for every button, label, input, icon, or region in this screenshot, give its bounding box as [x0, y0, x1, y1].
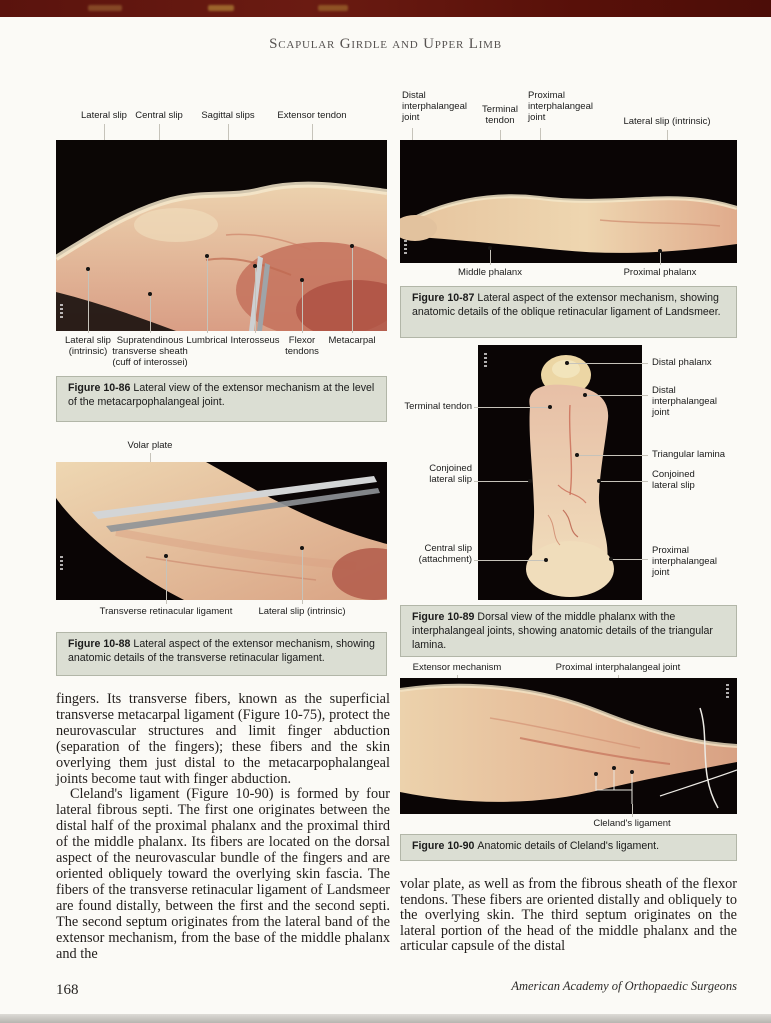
figure-90-photo	[400, 678, 737, 814]
scan-artifact	[88, 5, 122, 11]
anatomy-label: Extensor mechanism	[412, 662, 502, 673]
body-text-right-column	[400, 877, 737, 973]
anatomy-label: Cleland's ligament	[593, 818, 671, 829]
anatomy-label: Lateral slip (intrinsic)	[258, 606, 346, 617]
leader-line	[474, 481, 530, 482]
anatomy-label: Lumbrical	[186, 335, 228, 346]
leader-line	[88, 269, 89, 333]
figure-86-panel	[56, 104, 387, 422]
figure-87-photo	[400, 140, 737, 263]
leader-line	[660, 251, 661, 265]
body-text-left-column	[56, 692, 390, 964]
caption-text: Lateral aspect of the extensor mechanism, showing anatomic details of the transverse retinacular ligament.	[68, 638, 375, 664]
photo-credit-mark	[60, 304, 63, 320]
scan-artifact	[208, 5, 234, 11]
figure-number: Figure 10-86	[68, 382, 131, 394]
anatomy-label: Volar plate	[127, 440, 173, 451]
leader-line	[632, 804, 633, 817]
anatomy-label: Distal interphalangeal joint	[652, 385, 717, 419]
leader-dot	[148, 292, 152, 296]
leader-dot	[164, 554, 168, 558]
leader-dot	[658, 249, 662, 253]
leader-dot	[488, 246, 492, 250]
leader-line	[568, 363, 648, 364]
figure-number: Figure 10-88	[68, 638, 131, 650]
leader-dot	[548, 405, 552, 409]
figure-89-photo	[478, 345, 642, 600]
leader-line	[474, 560, 546, 561]
anatomy-label: Conjoined lateral slip	[429, 463, 472, 486]
figure-number: Figure 10-89	[412, 611, 475, 623]
anatomy-label: Triangular lamina	[652, 449, 726, 460]
scan-bottom-edge	[0, 1014, 771, 1023]
anatomy-label: Proximal interphalangeal joint	[528, 90, 593, 124]
figure-87-caption	[400, 286, 737, 338]
figure-88-panel	[56, 436, 387, 676]
page-number: 168	[56, 982, 79, 998]
anatomy-label: Extensor tendon	[277, 110, 347, 121]
leader-line	[600, 481, 648, 482]
anatomy-label: Terminal tendon	[404, 401, 472, 412]
leader-line	[612, 559, 648, 560]
leader-line	[474, 407, 550, 408]
anatomy-label: Flexor tendons	[285, 335, 319, 358]
figure-86-caption	[56, 376, 387, 422]
anatomy-label: Metacarpal	[328, 335, 376, 346]
leader-line	[586, 395, 648, 396]
leader-line	[302, 548, 303, 604]
anatomy-label: Lateral slip	[81, 110, 127, 121]
scan-artifact	[318, 5, 348, 11]
leader-dot	[583, 393, 587, 397]
leader-dot	[544, 558, 548, 562]
body-paragraph: fingers. Its transverse fibers, known as the superficial transverse metacarpal ligament (Figure 10-75), protect the neurovascular structures and limit finger abduction (separation of the fingers); these fibers and the skin overlying them just distal to the metacarpophalangeal joints become taut with finger abduction.	[56, 691, 390, 787]
photo-credit-mark	[484, 353, 487, 369]
anatomy-label: Central slip	[135, 110, 183, 121]
leader-line	[150, 294, 151, 333]
publisher-footer: American Academy of Orthopaedic Surgeons	[511, 979, 737, 993]
leader-dot	[609, 557, 613, 561]
figure-88-photo	[56, 462, 387, 600]
caption-text: Lateral aspect of the extensor mechanism, showing anatomic details of the oblique retinacular ligament of Landsmeer.	[412, 292, 721, 318]
photo-credit-mark	[404, 240, 407, 256]
page-title: Scapular Girdle and Upper Limb	[269, 36, 502, 52]
leader-dot	[575, 453, 579, 457]
leader-line	[166, 556, 167, 604]
anatomy-label: Interosseus	[230, 335, 280, 346]
figure-number: Figure 10-90	[412, 840, 475, 852]
leader-dot	[300, 546, 304, 550]
scan-top-bar	[0, 0, 771, 17]
leader-dot	[205, 254, 209, 258]
leader-dot	[86, 267, 90, 271]
anatomy-label: Lateral slip (intrinsic)	[623, 116, 711, 127]
leader-line	[578, 455, 648, 456]
leader-line	[352, 246, 353, 333]
leader-line	[302, 280, 303, 333]
anatomy-label: Distal interphalangeal joint	[402, 90, 467, 124]
anatomy-label: Distal phalanx	[652, 357, 712, 368]
figure-number: Figure 10-87	[412, 292, 475, 304]
figure-87-panel	[400, 90, 737, 338]
caption-text: Lateral view of the extensor mechanism at the level of the metacarpophalangeal joint.	[68, 382, 375, 408]
anatomy-label: Proximal phalanx	[623, 267, 697, 278]
body-paragraph: Cleland's ligament (Figure 10-90) is formed by four lateral fibrous septi. The first one originates between the distal half of the proximal phalanx and the proximal third of the middle phalanx. Its fibers are located on the dorsal aspect of the neurovascular bundle of the fingers and are oriented obliquely toward the overlying skin fascia. The fibers of the transverse retinacular ligament of Landsmeer are found distally, between the first and the second septi. The second septum originates from the lateral band of the extensor mechanism, from the base of the middle phalanx and the	[56, 786, 390, 962]
leader-line	[255, 266, 256, 333]
figure-90-caption	[400, 834, 737, 861]
photo-credit-mark	[60, 556, 63, 572]
figure-86-photo	[56, 140, 387, 331]
leader-dot	[350, 244, 354, 248]
anatomy-label: Middle phalanx	[458, 267, 522, 278]
caption-text: Dorsal view of the middle phalanx with the interphalangeal joints, showing anatomic details of the triangular lamina.	[412, 611, 713, 651]
figure-89-caption	[400, 605, 737, 657]
anatomy-label: Terminal tendon	[482, 104, 518, 127]
anatomy-label: Proximal interphalangeal joint	[555, 662, 681, 673]
leader-dot	[597, 479, 601, 483]
leader-dot	[565, 361, 569, 365]
anatomy-label: Conjoined lateral slip	[652, 469, 695, 492]
leader-line	[490, 248, 491, 265]
anatomy-label: Central slip (attachment)	[418, 543, 472, 566]
anatomy-label: Proximal interphalangeal joint	[652, 545, 717, 579]
anatomy-label: Transverse retinacular ligament	[99, 606, 233, 617]
figure-88-caption	[56, 632, 387, 676]
leader-line	[207, 256, 208, 333]
leader-dot	[253, 264, 257, 268]
photo-credit-mark	[726, 684, 729, 700]
leader-dot	[528, 479, 532, 483]
anatomy-label: Lateral slip (intrinsic)	[65, 335, 111, 358]
anatomy-label: Supratendinous transverse sheath (cuff of interossei)	[112, 335, 188, 369]
figure-90-panel	[400, 660, 737, 862]
body-paragraph: volar plate, as well as from the fibrous sheath of the flexor tendons. These fibers are oriented distally and obliquely to the overlying skin. The third septum originates on the lateral portion of the head of the middle phalanx and the articular capsule of the distal	[400, 876, 737, 954]
figure-89-panel	[400, 345, 737, 657]
anatomy-label: Sagittal slips	[201, 110, 255, 121]
leader-dot	[300, 278, 304, 282]
caption-text: Anatomic details of Cleland's ligament.	[477, 840, 660, 852]
